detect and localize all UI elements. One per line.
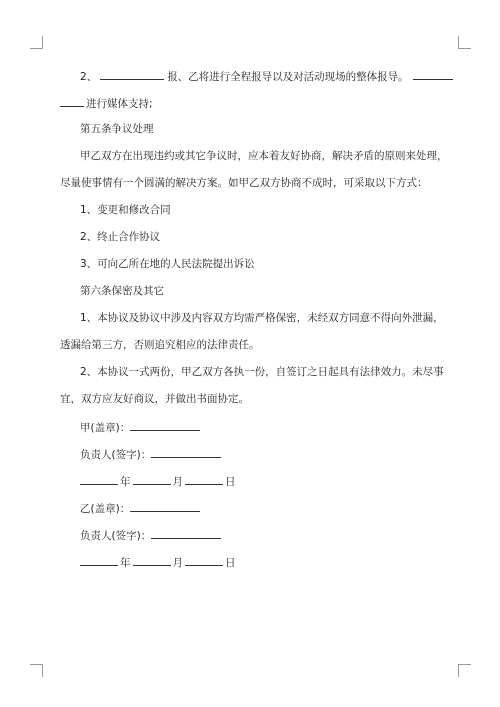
crop-mark-bottom-left bbox=[30, 664, 43, 677]
blank-field[interactable] bbox=[80, 473, 118, 485]
clause2-text1: 报、乙将进行全程报导以及对活动现场的整体报导。 bbox=[167, 71, 409, 83]
party-a-rep-label: 负责人(签字)： bbox=[80, 449, 152, 461]
blank-field[interactable] bbox=[413, 68, 453, 80]
article6-p1-line2: 透漏给第三方，否则追究相应的法律责任。 bbox=[60, 339, 260, 351]
crop-mark-top-right bbox=[458, 36, 471, 49]
date-year-label: 年 bbox=[120, 557, 131, 569]
article5-para-line2: 尽量使事情有一个圆满的解决方案。如甲乙双方协商不成时，可采取以下方式： bbox=[60, 177, 428, 189]
article5-heading: 第五条争议处理 bbox=[80, 123, 154, 135]
blank-field[interactable] bbox=[80, 554, 118, 566]
article5-item-2: 2、终止合作协议 bbox=[80, 231, 161, 243]
party-b-rep-label: 负责人(签字)： bbox=[80, 530, 152, 542]
blank-field[interactable] bbox=[133, 554, 171, 566]
crop-mark-bottom-right bbox=[458, 664, 471, 677]
party-a-seal-line bbox=[80, 419, 200, 435]
blank-field[interactable] bbox=[151, 446, 221, 458]
clause2-line2 bbox=[60, 95, 153, 111]
date-year-label: 年 bbox=[120, 476, 131, 488]
blank-field[interactable] bbox=[151, 527, 221, 539]
blank-field[interactable] bbox=[185, 473, 223, 485]
date-month-label: 月 bbox=[172, 476, 183, 488]
crop-mark-top-left bbox=[30, 36, 43, 49]
article6-heading: 第六条保密及其它 bbox=[80, 285, 164, 297]
party-a-rep-line bbox=[80, 446, 221, 462]
clause2-line1 bbox=[80, 68, 453, 84]
article5-item-3: 3、可向乙所在地的人民法院提出诉讼 bbox=[80, 258, 255, 270]
date-day-label: 日 bbox=[225, 476, 236, 488]
date-day-label: 日 bbox=[225, 557, 236, 569]
article5-para-line1: 甲乙双方在出现违约或其它争议时，应本着友好协商，解决矛盾的原则来处理， bbox=[80, 150, 448, 162]
article6-p2-line1: 2、本协议一式两份，甲乙双方各执一份，自签订之日起具有法律效力。未尽事 bbox=[80, 366, 444, 378]
party-a-date-line bbox=[80, 473, 236, 489]
blank-field[interactable] bbox=[100, 68, 164, 80]
clause2-text2: 进行媒体支持; bbox=[86, 98, 153, 110]
party-b-date-line bbox=[80, 554, 236, 570]
blank-field[interactable] bbox=[130, 500, 200, 512]
blank-field[interactable] bbox=[60, 95, 84, 107]
party-b-rep-line bbox=[80, 527, 221, 543]
party-b-seal-label: 乙(盖章)： bbox=[80, 503, 131, 515]
blank-field[interactable] bbox=[133, 473, 171, 485]
clause2-label: 2、 bbox=[80, 71, 98, 83]
article5-item-1: 1、变更和修改合同 bbox=[80, 204, 171, 216]
party-a-seal-label: 甲(盖章)： bbox=[80, 422, 131, 434]
article6-p1-line1: 1、本协议及协议中涉及内容双方均需严格保密，未经双方同意不得向外泄漏， bbox=[80, 312, 444, 324]
article6-p2-line2: 宜，双方应友好商议，并做出书面协定。 bbox=[60, 393, 249, 405]
party-b-seal-line bbox=[80, 500, 200, 516]
date-month-label: 月 bbox=[172, 557, 183, 569]
blank-field[interactable] bbox=[185, 554, 223, 566]
blank-field[interactable] bbox=[130, 419, 200, 431]
